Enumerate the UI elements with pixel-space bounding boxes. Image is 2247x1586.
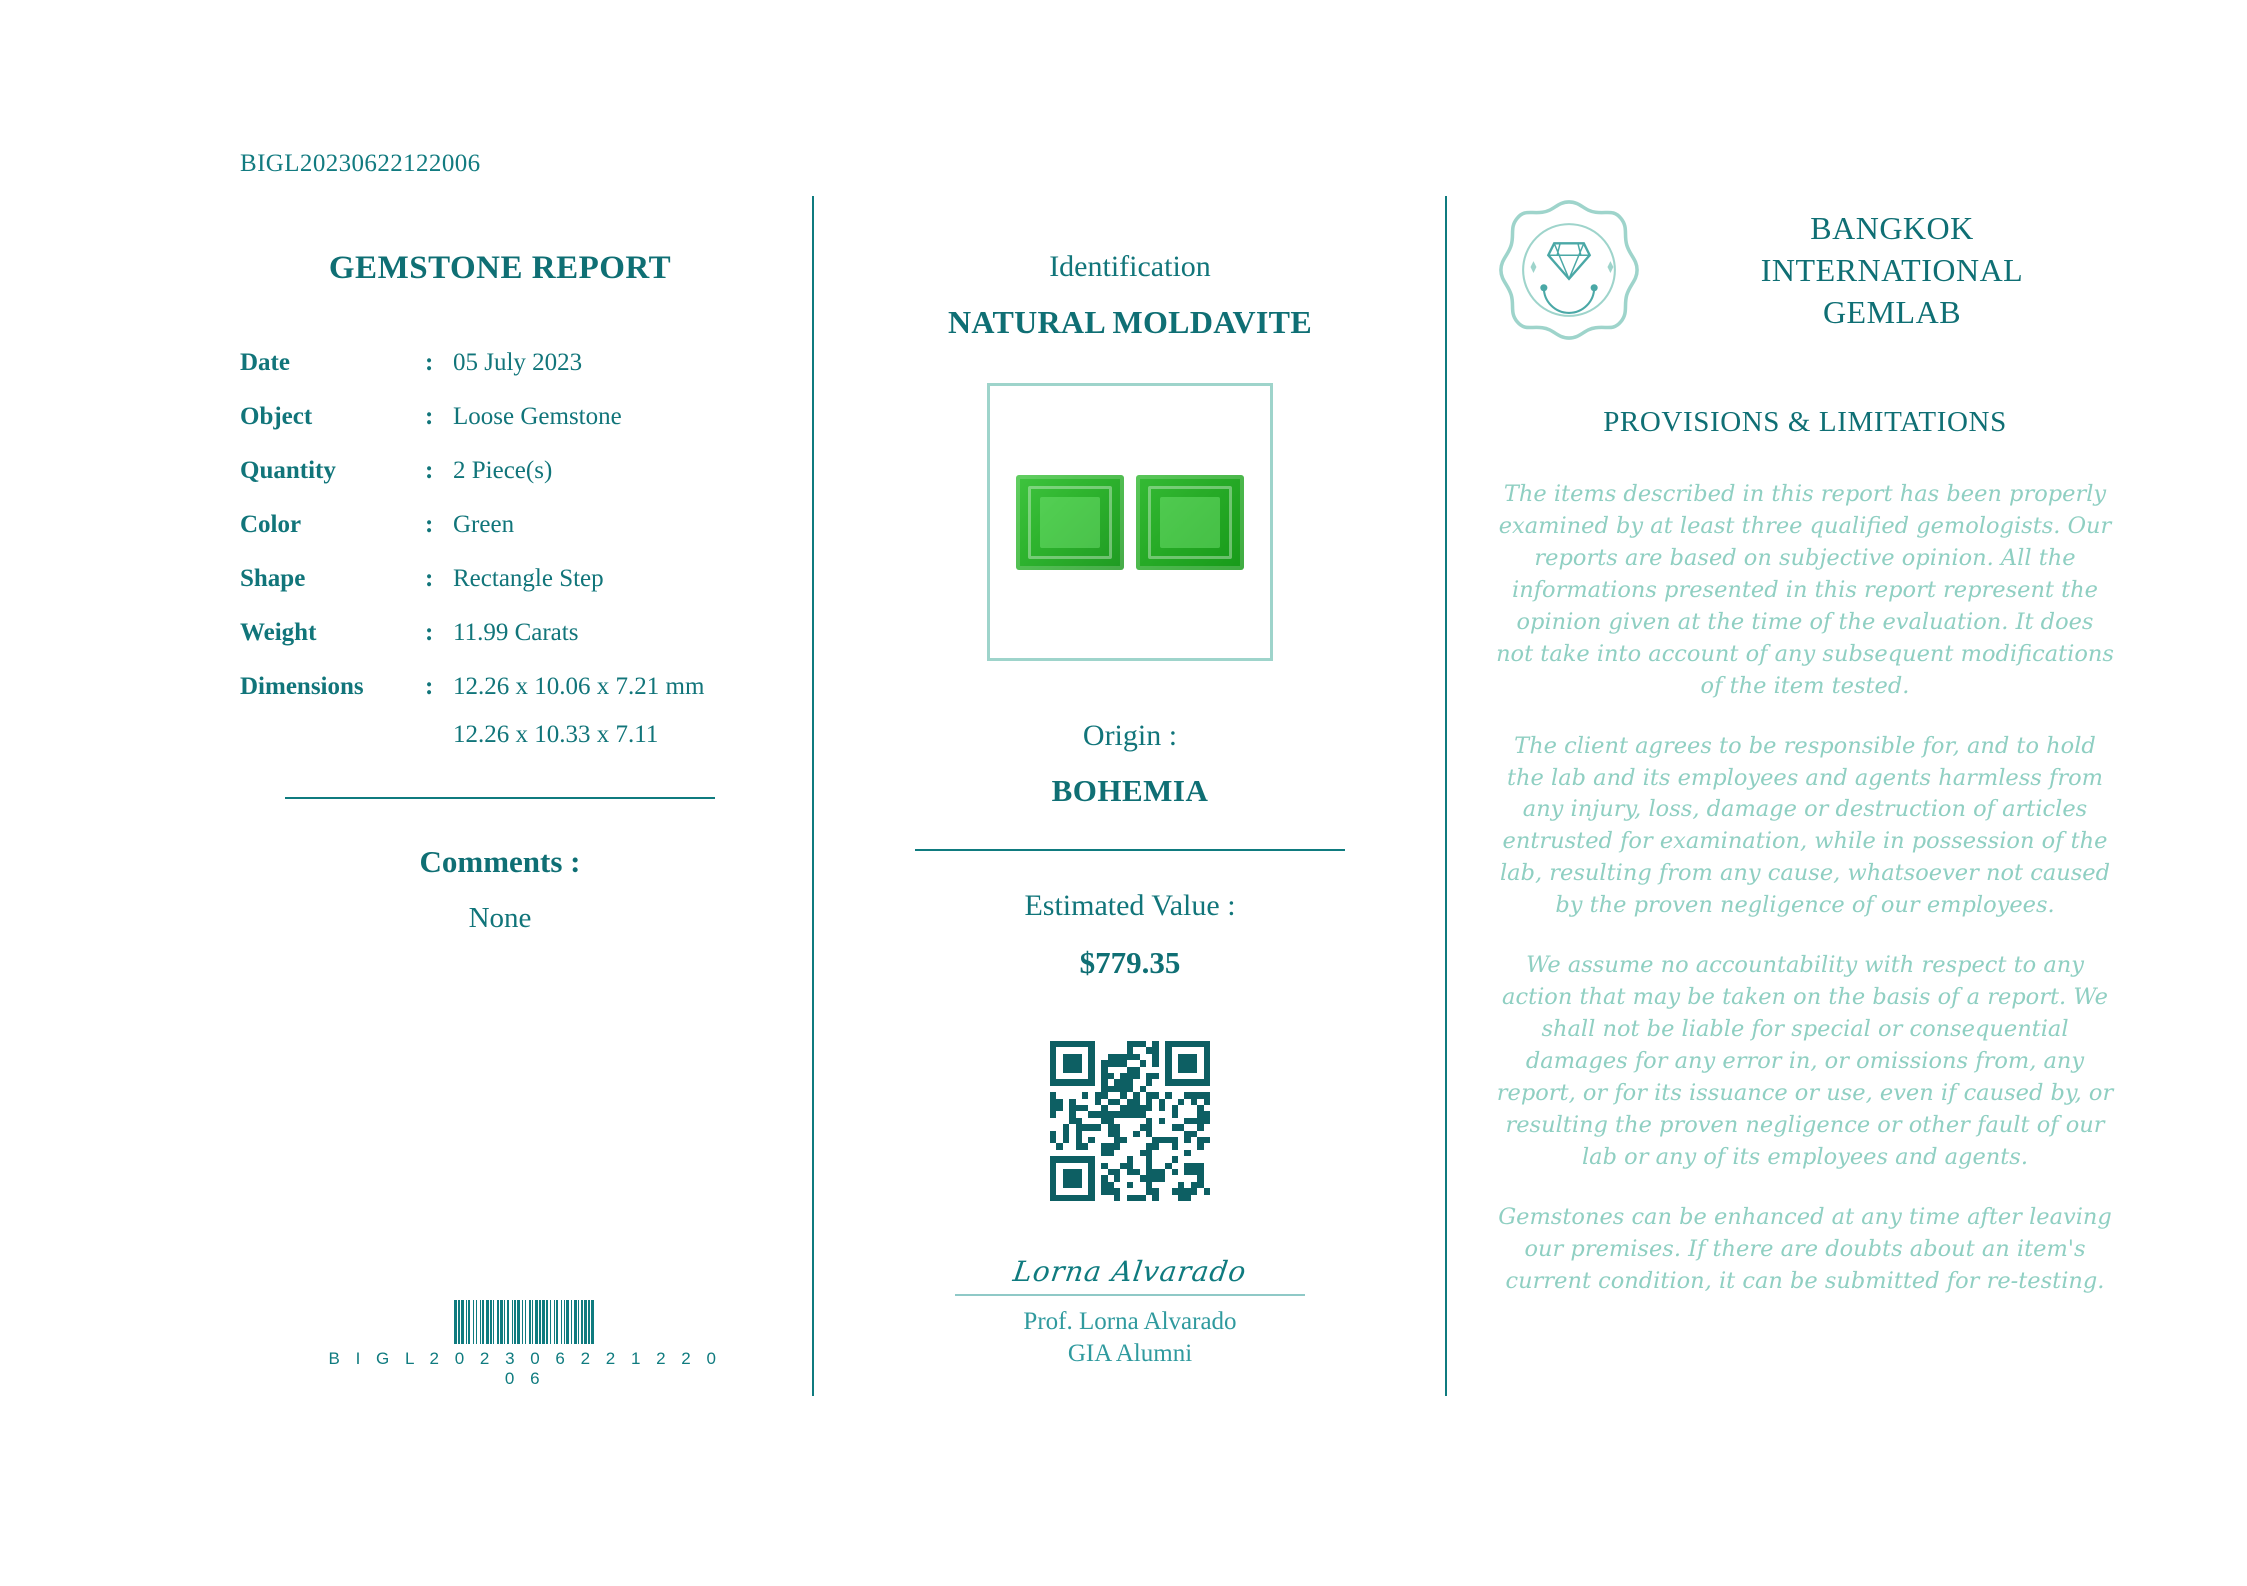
specs-table — [240, 349, 760, 727]
page-title: GEMSTONE REPORT — [328, 250, 672, 286]
spec-colon: : — [425, 673, 434, 700]
spec-value: 11.99 Carats — [453, 619, 579, 646]
provision-paragraph: Gemstones can be enhanced at any time after leaving our premises. If there are doubts about an item's current condition, it can be submitted for re-testing. — [1498, 1203, 2112, 1294]
signature-line — [955, 1294, 1305, 1296]
identification-label: Identification — [1049, 250, 1211, 283]
column-divider-left — [812, 196, 814, 1396]
spec-key: Dimensions — [240, 673, 364, 700]
brand-line-3: GEMLAB — [1822, 294, 1962, 331]
brand-header — [1495, 196, 2115, 344]
provision-paragraph: The client agrees to be responsible for, and to hold the lab and its employees and agents harmless from any injury, loss, damage or destruction of articles entrusted for examination, while in possession of the lab, resulting from any cause, whatsoever not caused by the proven negligence of our employees. — [1499, 732, 2111, 919]
origin-label: Origin : — [1082, 719, 1178, 752]
spec-value: Green — [453, 511, 515, 538]
gemstone-photo — [987, 383, 1273, 661]
brand-name — [1669, 207, 2115, 334]
divider — [285, 797, 715, 799]
spec-colon: : — [425, 403, 434, 430]
divider — [915, 849, 1345, 851]
qr-code[interactable] — [1050, 1041, 1210, 1201]
signature-block — [880, 1255, 1380, 1368]
barcode-block — [325, 1300, 725, 1389]
provisions-column — [1495, 196, 2115, 1326]
provision-paragraph: We assume no accountability with respect to any action that may be taken on the basis of a report. We shall not be liable for special or consequential damages for any error in, or omissions from, any report, or for its issuance or use, even if caused by, or resulting the proven negligence or other fault of our lab or any of its employees and agents. — [1496, 952, 2114, 1170]
barcode-text: B I G L 2 0 2 3 0 6 2 2 1 2 2 0 0 6 — [328, 1349, 722, 1388]
provisions-body — [1495, 479, 2115, 1298]
spec-value: Rectangle Step — [453, 565, 604, 592]
comments-value: None — [468, 902, 532, 934]
gem-icon — [1136, 475, 1244, 570]
identification-value: NATURAL MOLDAVITE — [948, 304, 1312, 340]
spec-value: 05 July 2023 — [453, 349, 583, 376]
spec-colon: : — [425, 619, 434, 646]
table-row — [240, 403, 760, 457]
gem-icon — [1016, 475, 1124, 570]
spec-colon: : — [425, 565, 434, 592]
spec-value: 12.26 x 10.06 x 7.21 mm — [453, 673, 705, 700]
provision-paragraph: The items described in this report has been properly examined by at least three qualified gemologists. Our reports are based on subjective opinion. All the informations presented in this report represent the opinion given at the time of the evaluation. It does not take into account of any subsequent modifications of the item tested. — [1496, 481, 2114, 699]
spec-key: Date — [240, 349, 290, 376]
estimated-value-amount: $779.35 — [1079, 945, 1181, 980]
table-row — [240, 457, 760, 511]
spec-key: Color — [240, 511, 302, 538]
gemlab-logo-icon — [1495, 196, 1643, 344]
spec-key: Weight — [240, 619, 317, 646]
spec-key: Shape — [240, 565, 306, 592]
provisions-title: PROVISIONS & LIMITATIONS — [1603, 406, 2007, 438]
signatory-name: Prof. Lorna Alvarado — [1023, 1308, 1237, 1335]
brand-line-1: BANGKOK — [1810, 209, 1974, 246]
origin-value: BOHEMIA — [1051, 773, 1209, 808]
spec-value: Loose Gemstone — [453, 403, 622, 430]
table-row — [240, 673, 760, 727]
spec-key: Quantity — [240, 457, 336, 484]
barcode-image — [325, 1300, 725, 1344]
column-divider-right — [1445, 196, 1447, 1396]
spec-key: Object — [240, 403, 313, 430]
spec-value: 2 Piece(s) — [453, 457, 553, 484]
signatory-credential: GIA Alumni — [1067, 1340, 1193, 1367]
table-row — [240, 349, 760, 403]
report-details-column — [240, 250, 760, 935]
report-id: BIGL20230622122006 — [240, 150, 481, 177]
spec-colon: : — [425, 457, 434, 484]
spec-colon: : — [425, 349, 434, 376]
table-row — [240, 619, 760, 673]
brand-line-2: INTERNATIONAL — [1760, 251, 2024, 288]
estimated-value-label: Estimated Value : — [1024, 889, 1236, 922]
table-row — [240, 565, 760, 619]
comments-label: Comments : — [419, 844, 581, 879]
identification-column — [880, 250, 1380, 1368]
dimensions-second-line: 12.26 x 10.33 x 7.11 — [453, 721, 659, 748]
signature-script: Lorna Alvarado — [1011, 1255, 1249, 1288]
table-row — [240, 511, 760, 565]
spec-colon: : — [425, 511, 434, 538]
